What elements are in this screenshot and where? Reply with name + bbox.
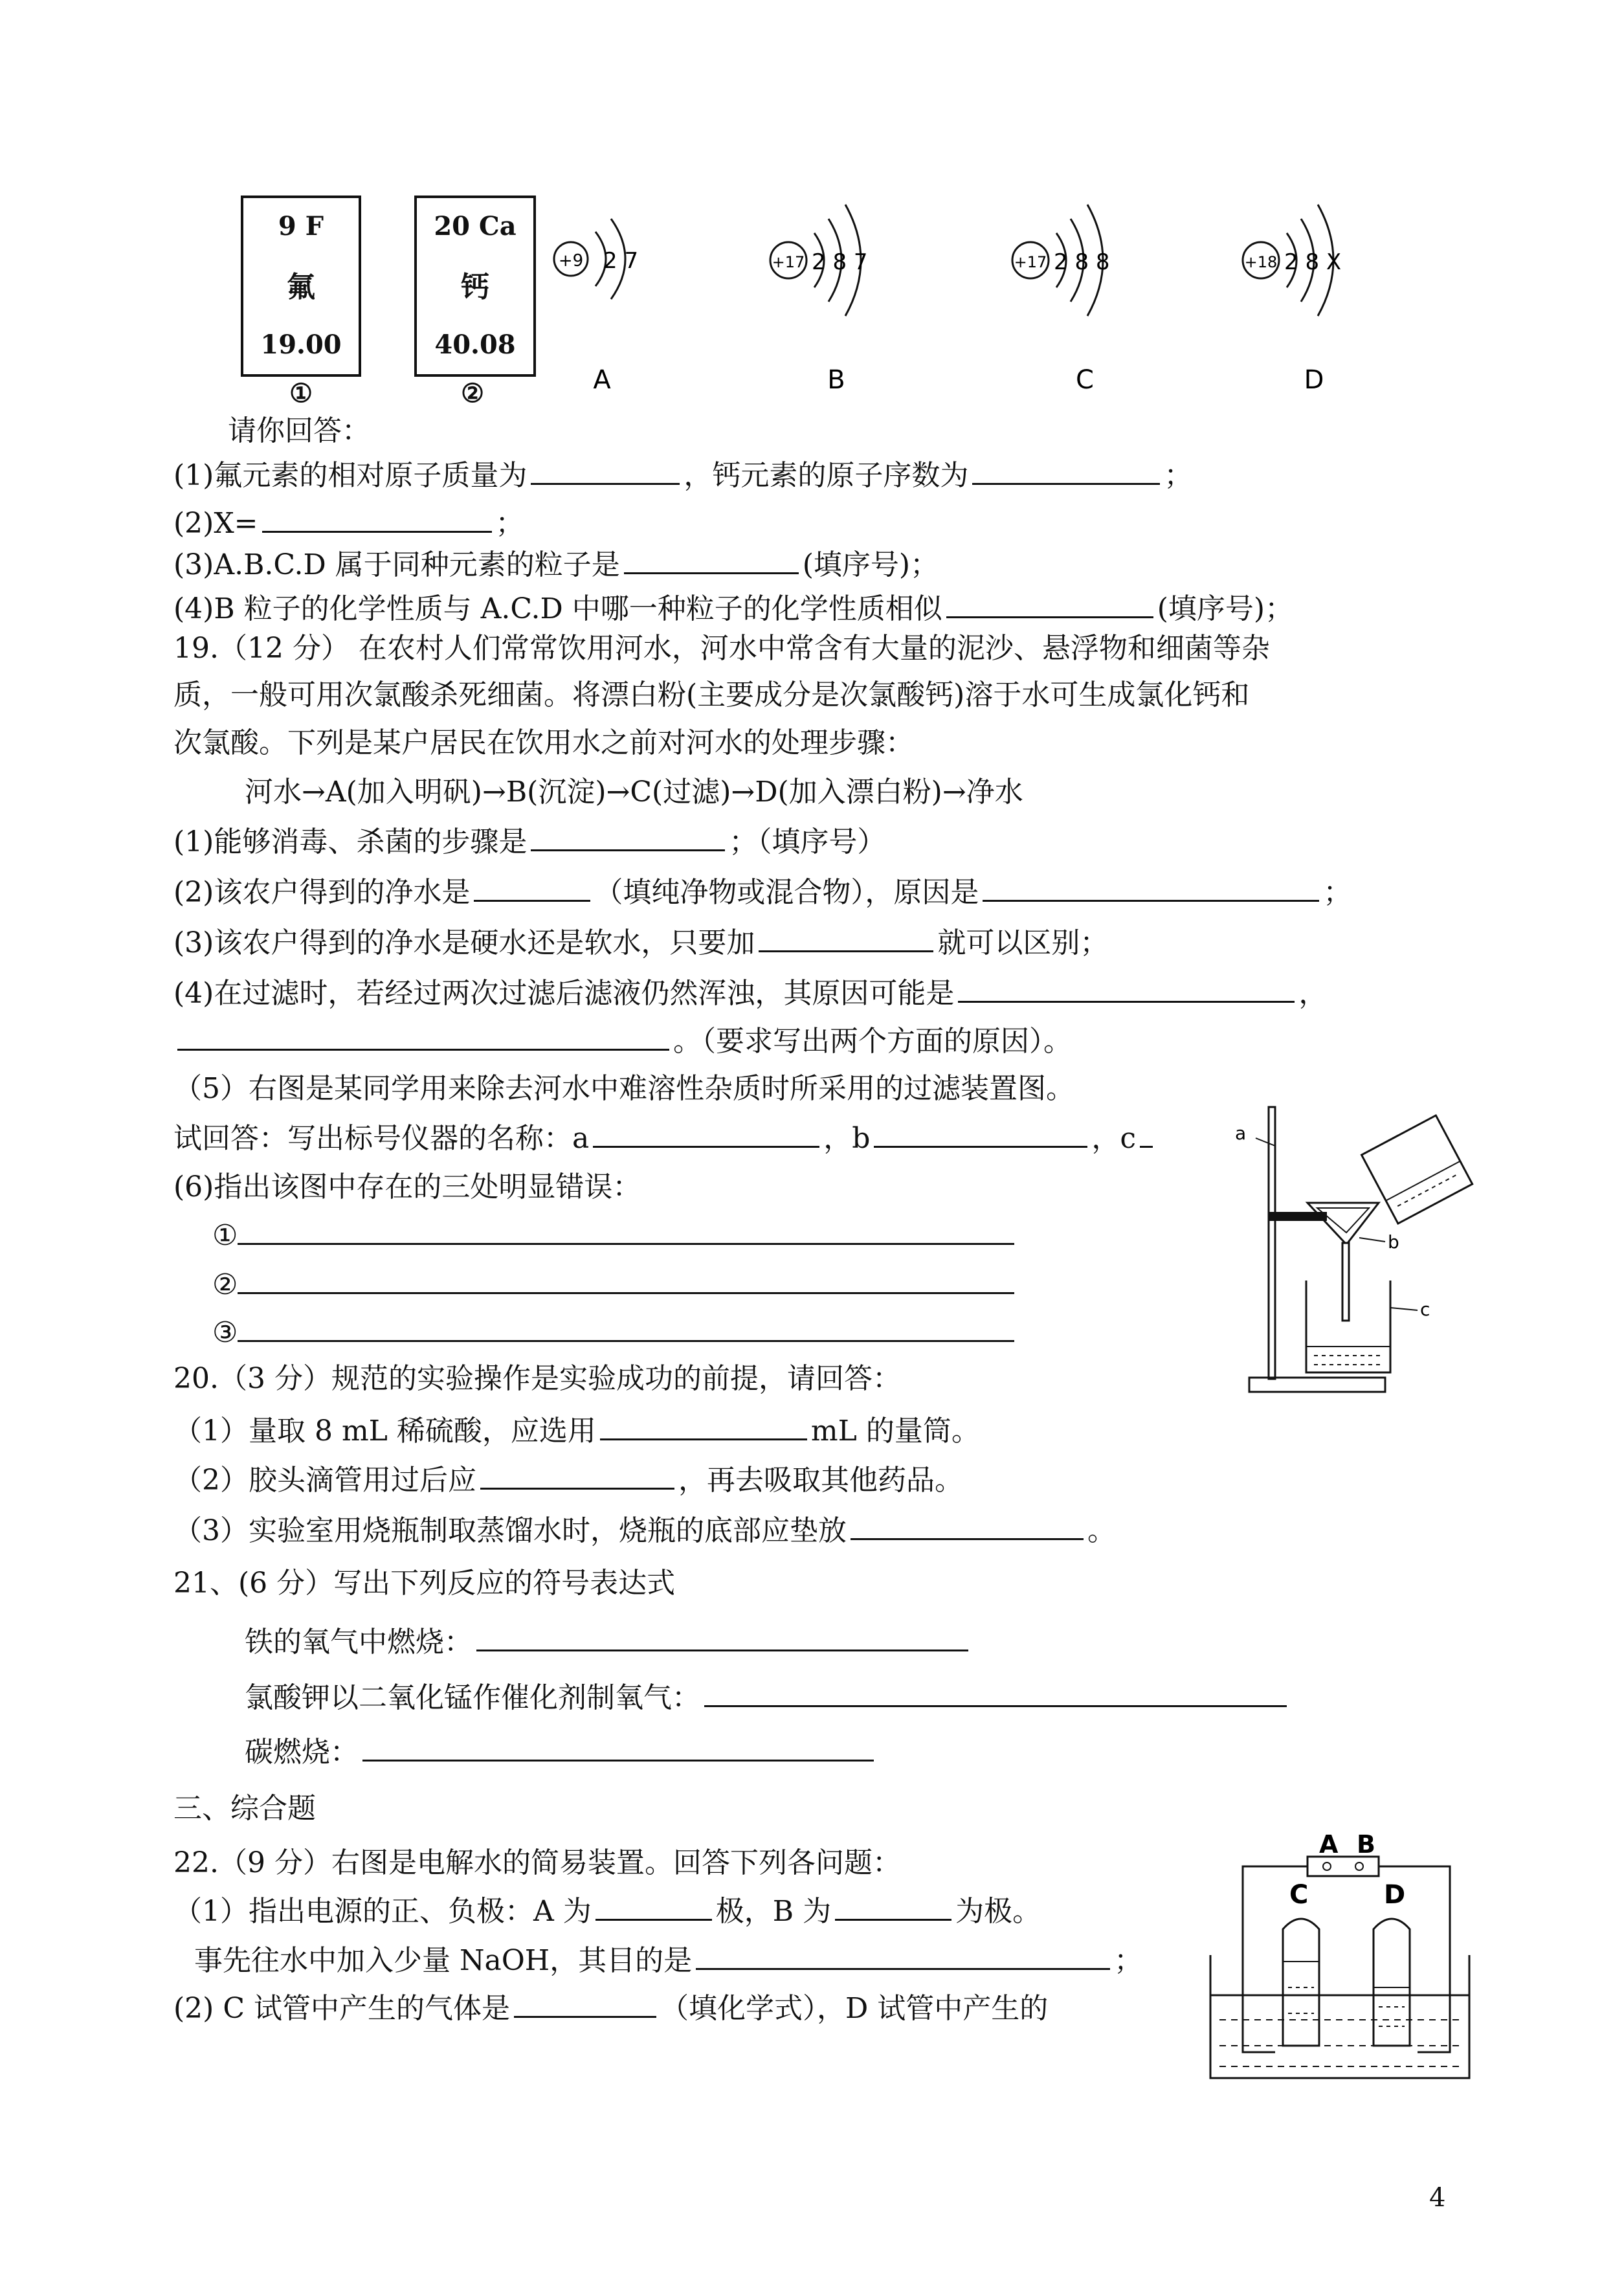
q21-title: 21、(6 分）写出下列反应的符号表达式: [173, 1567, 676, 1600]
answer-blank[interactable]: [595, 1890, 712, 1921]
q18-intro: 请你回答：: [228, 414, 370, 447]
q19-part4: (4)在过滤时，若经过两次过滤后滤液仍然浑浊，其原因可能是 ，: [173, 972, 1327, 1013]
label-a: a: [1235, 1123, 1247, 1144]
q19-error-3: ③: [212, 1312, 1018, 1352]
atom-label: C: [1076, 365, 1094, 395]
answer-blank[interactable]: [474, 871, 590, 902]
label-b: b: [1388, 1231, 1399, 1253]
q21-reaction-1: 铁的氧气中燃烧：: [245, 1621, 972, 1662]
atom-b-diagram: [770, 205, 868, 395]
nucleus-label: +17: [772, 253, 805, 271]
label-c: c: [1420, 1299, 1430, 1320]
q18-part4: (4)B 粒子的化学性质与 A.C.D 中哪一种粒子的化学性质相似 (填序号)；: [173, 588, 1293, 629]
q22-title: 22.（9 分）右图是电解水的简易装置。回答下列各问题：: [173, 1846, 901, 1879]
answer-blank[interactable]: [177, 1020, 669, 1051]
answer-blank[interactable]: [238, 1264, 1014, 1294]
q18-part1: (1)氟元素的相对原子质量为 ，钙元素的原子序数为 ；: [173, 454, 1192, 495]
answer-blank[interactable]: [238, 1214, 1014, 1245]
q19-error-1: ①: [212, 1214, 1018, 1255]
element-mass: 19.00: [260, 330, 342, 360]
atom-label: B: [827, 365, 845, 395]
q19-part5: （5）右图是某同学用来除去河水中难溶性杂质时所采用的过滤装置图。: [173, 1072, 1074, 1105]
label-D: D: [1384, 1880, 1406, 1910]
atom-a-diagram: [554, 219, 638, 395]
answer-blank[interactable]: [983, 871, 1319, 902]
answer-blank[interactable]: [1140, 1117, 1153, 1148]
shell-electrons: 2 8 X: [1284, 249, 1342, 275]
element-card-fluorine: [241, 196, 361, 377]
answer-blank[interactable]: [624, 544, 799, 574]
answer-blank[interactable]: [696, 1940, 1110, 1970]
element-symbol: 20 Ca: [434, 211, 517, 241]
answer-blank[interactable]: [972, 454, 1160, 485]
q20-title: 20.（3 分）规范的实验操作是实验成功的前提，请回答：: [173, 1362, 901, 1395]
q20-part2: （2）胶头滴管用过后应 ，再去吸取其他药品。: [173, 1459, 963, 1500]
answer-blank[interactable]: [238, 1312, 1014, 1342]
answer-blank[interactable]: [851, 1510, 1084, 1540]
q19-part5-question: 试回答：写出标号仪器的名称：a ，b ，c: [173, 1117, 1157, 1158]
q22-part1: （1）指出电源的正、负极：A 为 极，B 为 为极。: [173, 1890, 1041, 1931]
atom-c-diagram: [1012, 205, 1110, 395]
q18-part2: (2)X= ；: [173, 502, 524, 543]
answer-blank[interactable]: [262, 502, 492, 533]
atom-label: A: [593, 365, 611, 395]
q19-line2: 质，一般可用次氯酸杀死细菌。将漂白粉(主要成分是次氯酸钙)溶于水可生成氯化钙和: [173, 678, 1250, 711]
element-mass: 40.08: [434, 330, 516, 360]
q19-part4-cont: 。（要求写出两个方面的原因）。: [177, 1020, 1072, 1061]
q20-part1: （1）量取 8 mL 稀硫酸，应选用 mL 的量筒。: [173, 1410, 980, 1451]
label-B: B: [1357, 1832, 1375, 1859]
atom-d-diagram: [1243, 205, 1341, 395]
section-heading: 三、综合题: [173, 1792, 316, 1825]
answer-blank[interactable]: [531, 821, 725, 851]
nucleus-label: +9: [558, 251, 584, 271]
q19-part6: (6)指出该图中存在的三处明显错误：: [173, 1170, 641, 1203]
element-name: 氟: [287, 271, 315, 304]
element-card-label: ②: [461, 378, 484, 408]
answer-blank[interactable]: [476, 1621, 968, 1651]
label-A: A: [1319, 1832, 1339, 1859]
element-card-label: ①: [289, 378, 313, 408]
shell-electrons: 2 7: [603, 248, 639, 274]
shell-electrons: 2 8 7: [812, 249, 868, 275]
element-card-calcium: [414, 196, 536, 377]
answer-blank[interactable]: [593, 1117, 819, 1148]
shell-electrons: 2 8 8: [1054, 249, 1110, 275]
answer-blank[interactable]: [704, 1677, 1287, 1707]
electrolysis-apparatus-figure: [1204, 1832, 1476, 2091]
atom-structure-diagrams: [544, 181, 1372, 401]
answer-blank[interactable]: [835, 1890, 951, 1921]
q22-part2: (2) C 试管中产生的气体是 （填化学式），D 试管中产生的: [173, 1987, 1048, 2028]
q19-error-2: ②: [212, 1264, 1018, 1304]
answer-blank[interactable]: [958, 972, 1295, 1003]
q22-part1-naoh: 事先往水中加入少量 NaOH，其目的是 ；: [194, 1940, 1142, 1980]
page-number: 4: [1429, 2183, 1446, 2213]
answer-blank[interactable]: [946, 588, 1153, 618]
label-C: C: [1289, 1880, 1309, 1910]
answer-blank[interactable]: [362, 1731, 874, 1762]
answer-blank[interactable]: [759, 922, 933, 952]
q21-reaction-3: 碳燃烧：: [245, 1731, 878, 1772]
answer-blank[interactable]: [480, 1459, 674, 1490]
filtration-apparatus-figure: [1230, 1088, 1476, 1405]
answer-blank[interactable]: [600, 1410, 807, 1440]
q19-part3: (3)该农户得到的净水是硬水还是软水，只要加 就可以区别；: [173, 922, 1108, 963]
answer-blank[interactable]: [531, 454, 680, 485]
q19-line1: 19.（12 分） 在农村人们常常饮用河水，河水中常含有大量的泥沙、悬浮物和细菌等杂: [173, 632, 1270, 665]
element-symbol: 9 F: [278, 211, 324, 241]
q19-part1: (1)能够消毒、杀菌的步骤是 ；（填序号）: [173, 821, 885, 862]
q18-part3: (3)A.B.C.D 属于同种元素的粒子是 (填序号)；: [173, 544, 939, 585]
answer-blank[interactable]: [874, 1117, 1087, 1148]
answer-blank[interactable]: [514, 1987, 656, 2018]
element-name: 钙: [461, 271, 489, 304]
q20-part3: （3）实验室用烧瓶制取蒸馏水时，烧瓶的底部应垫放 。: [173, 1510, 1116, 1550]
nucleus-label: +18: [1244, 253, 1278, 271]
q21-reaction-2: 氯酸钾以二氧化锰作催化剂制氧气：: [245, 1677, 1291, 1717]
q19-part2: (2)该农户得到的净水是 （填纯净物或混合物），原因是 ；: [173, 871, 1351, 912]
nucleus-label: +17: [1014, 253, 1047, 271]
atom-label: D: [1304, 365, 1324, 395]
q19-flow: 河水→A(加入明矾)→B(沉淀)→C(过滤)→D(加入漂白粉)→净水: [245, 776, 1023, 809]
q19-line3: 次氯酸。下列是某户居民在饮用水之前对河水的处理步骤：: [173, 726, 914, 759]
